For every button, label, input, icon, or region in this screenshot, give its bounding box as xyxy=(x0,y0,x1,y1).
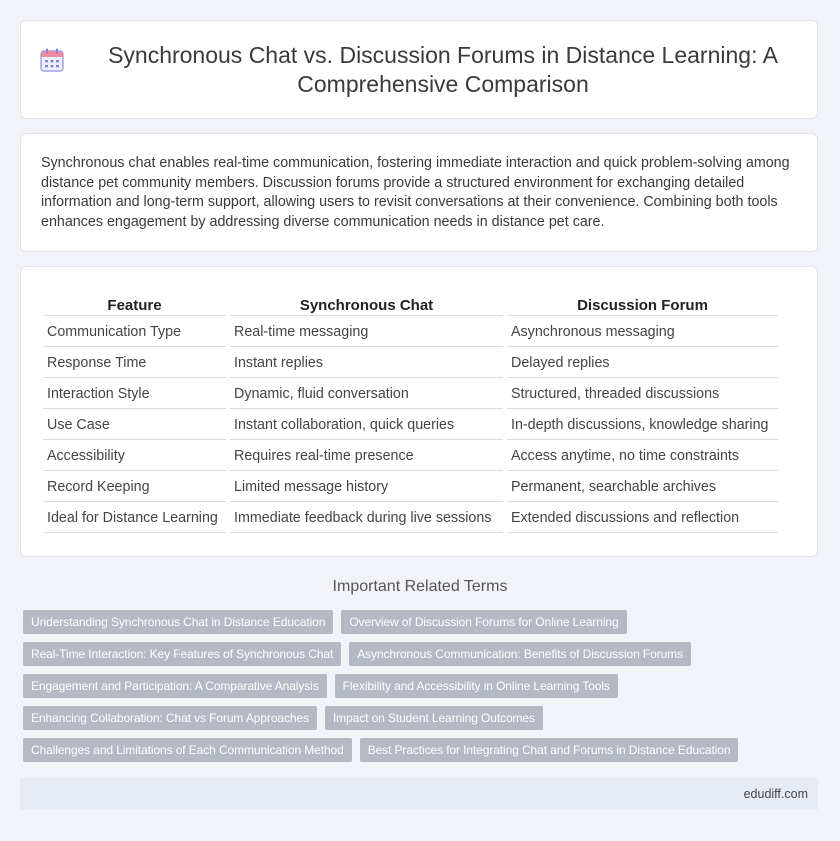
related-tag[interactable]: Real-Time Interaction: Key Features of Synchronous Chat xyxy=(23,642,341,666)
cell-forum: In-depth discussions, knowledge sharing xyxy=(507,409,778,440)
related-tag[interactable]: Overview of Discussion Forums for Online Learning xyxy=(341,610,626,634)
table-row xyxy=(43,316,778,347)
related-tag[interactable]: Flexibility and Accessibility in Online Learning Tools xyxy=(335,674,618,698)
header-card xyxy=(20,20,818,119)
header-synchronous-chat: Synchronous Chat xyxy=(230,294,503,316)
comparison-table-card xyxy=(20,266,818,557)
cell-feature: Communication Type xyxy=(43,316,226,347)
calendar-icon xyxy=(39,47,65,73)
cell-chat: Limited message history xyxy=(230,471,503,502)
related-tag[interactable]: Engagement and Participation: A Comparative Analysis xyxy=(23,674,327,698)
related-tag[interactable]: Impact on Student Learning Outcomes xyxy=(325,706,543,730)
cell-forum: Delayed replies xyxy=(507,347,778,378)
table-row xyxy=(43,502,778,533)
related-terms-tags xyxy=(23,610,813,762)
related-tag[interactable]: Asynchronous Communication: Benefits of Discussion Forums xyxy=(349,642,691,666)
cell-forum: Structured, threaded discussions xyxy=(507,378,778,409)
related-tag[interactable]: Enhancing Collaboration: Chat vs Forum Approaches xyxy=(23,706,317,730)
cell-chat: Requires real-time presence xyxy=(230,440,503,471)
page-title: Synchronous Chat vs. Discussion Forums in Distance Learning: A Comprehensive Comparison xyxy=(108,41,778,97)
cell-forum: Extended discussions and reflection xyxy=(507,502,778,533)
cell-feature: Ideal for Distance Learning xyxy=(43,502,226,533)
table-row xyxy=(43,440,778,471)
table-header-row xyxy=(43,294,778,316)
cell-chat: Instant replies xyxy=(230,347,503,378)
cell-chat: Immediate feedback during live sessions xyxy=(230,502,503,533)
cell-forum: Permanent, searchable archives xyxy=(507,471,778,502)
header-feature: Feature xyxy=(43,294,226,316)
cell-feature: Response Time xyxy=(43,347,226,378)
cell-forum: Access anytime, no time constraints xyxy=(507,440,778,471)
header-inner xyxy=(39,41,799,99)
cell-chat: Instant collaboration, quick queries xyxy=(230,409,503,440)
cell-feature: Accessibility xyxy=(43,440,226,471)
table-row xyxy=(43,409,778,440)
comparison-table xyxy=(39,294,782,533)
table-row xyxy=(43,378,778,409)
related-tag[interactable]: Best Practices for Integrating Chat and Forums in Distance Education xyxy=(360,738,739,762)
footer xyxy=(20,778,818,810)
intro-paragraph: Synchronous chat enables real-time communication, fostering immediate interaction and quick problem-solving among distance pet community members. Discussion forums provide a structured environment for exchanging detailed information and long-term support, allowing users to revisit conversations at their convenience. Combining both tools enhances engagement by addressing diverse communication needs in distance pet care. xyxy=(41,155,790,230)
related-terms-title: Important Related Terms xyxy=(332,578,508,595)
header-discussion-forum: Discussion Forum xyxy=(507,294,778,316)
cell-forum: Asynchronous messaging xyxy=(507,316,778,347)
footer-brand-link[interactable]: edudiff.com xyxy=(743,787,808,801)
cell-chat: Dynamic, fluid conversation xyxy=(230,378,503,409)
related-tag[interactable]: Challenges and Limitations of Each Communication Method xyxy=(23,738,352,762)
cell-chat: Real-time messaging xyxy=(230,316,503,347)
table-row xyxy=(43,471,778,502)
cell-feature: Interaction Style xyxy=(43,378,226,409)
cell-feature: Use Case xyxy=(43,409,226,440)
intro-card xyxy=(20,133,818,252)
related-tag[interactable]: Understanding Synchronous Chat in Distance Education xyxy=(23,610,333,634)
cell-feature: Record Keeping xyxy=(43,471,226,502)
table-row xyxy=(43,347,778,378)
